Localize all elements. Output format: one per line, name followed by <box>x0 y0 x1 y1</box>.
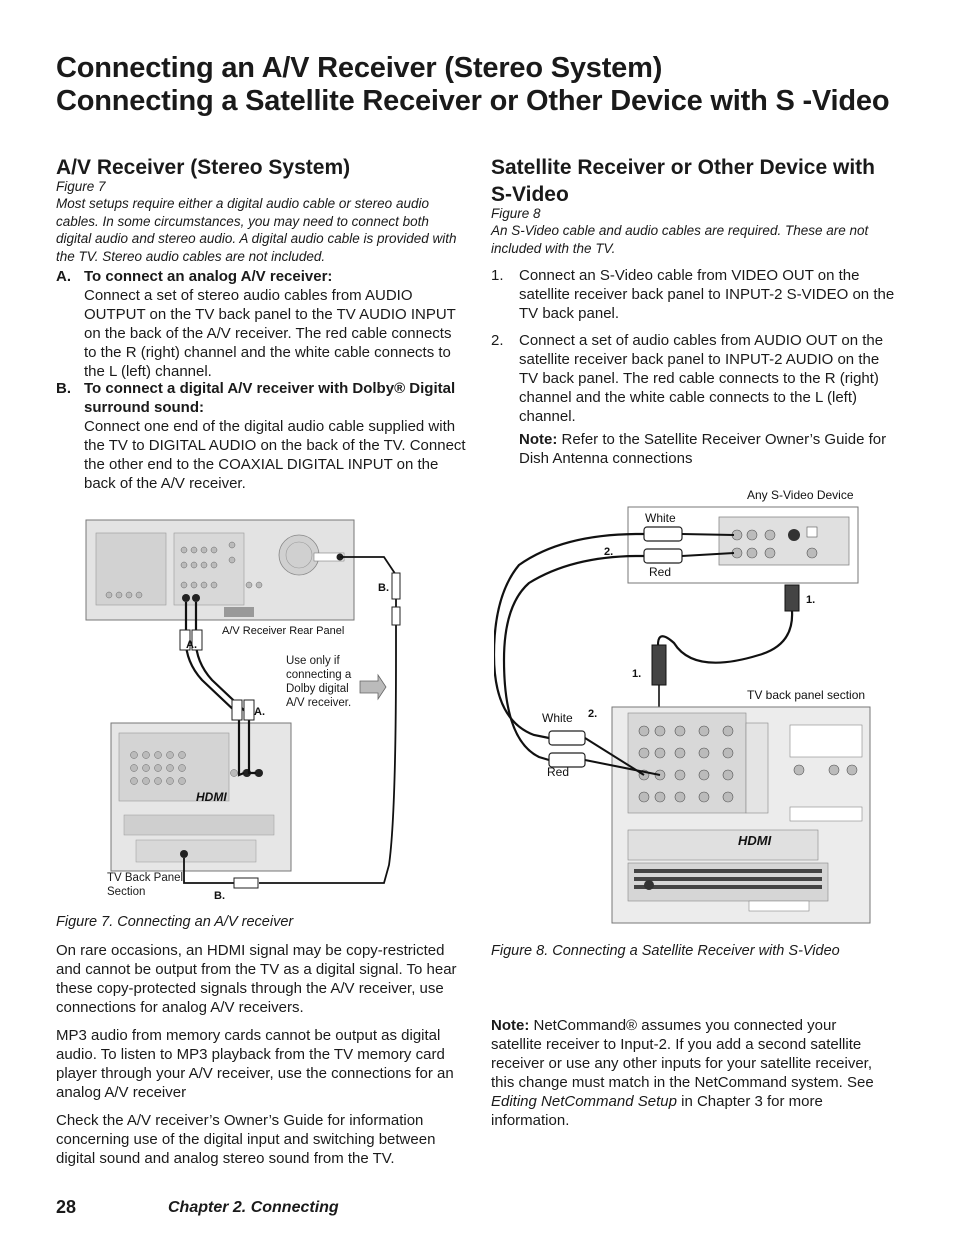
av-receiver-label: A/V Receiver Rear Panel <box>222 625 345 637</box>
right-heading-line-2: S-Video <box>491 183 569 206</box>
netcommand-note <box>491 1016 891 1130</box>
s-video-plug-bottom <box>652 645 666 685</box>
note-text: Refer to the Satellite Receiver Owner’s Guide for Dish Antenna connections <box>519 431 887 467</box>
step-2-marker-top: 2. <box>604 546 614 558</box>
figure-8-caption: Figure 8. Connecting a Satellite Receiver with S-Video <box>491 943 840 959</box>
right-section-heading <box>491 154 931 208</box>
netcommand-note-label: Note: <box>491 1017 530 1034</box>
list-item-b <box>56 379 466 493</box>
list-item-label: A. <box>56 268 71 285</box>
av-receiver-rear-panel <box>86 520 354 620</box>
page-number: 28 <box>56 1197 77 1217</box>
list-item-title: To connect an analog A/V receiver: <box>84 268 333 285</box>
netcommand-note-text: NetCommand® assumes you connected your satellite receiver to Input-2. If you add a second satellite receiver or use any other inputs for your satellite receiver, this change must match in the NetCommand system. See <box>491 1017 874 1091</box>
white-label-bottom: White <box>542 711 573 725</box>
s-video-cable <box>658 611 792 663</box>
red-label-top: Red <box>649 565 672 579</box>
note-label: Note: <box>519 431 558 448</box>
marker-a-top: A. <box>186 639 197 651</box>
paragraph-hdmi: On rare occasions, an HDMI signal may be copy-restricted and cannot be output from the TV as a digital signal. To hear these copy-protected signals through the A/V receiver, use connections for analog A/V receivers. <box>56 942 457 1016</box>
chapter-label: Chapter 2. Connecting <box>168 1199 339 1216</box>
figure-7-note: Most setups require either a digital audio cable or stereo audio cables. In some circumstances, you may need to connect both digital audio and stereo audio. A digital audio cable is provided with the TV. Stereo audio cables are not included. <box>56 196 457 264</box>
step-note <box>519 430 901 468</box>
list-item-a <box>56 267 466 381</box>
tv-back-panel-label: TV Back Panel Section <box>107 872 184 898</box>
marker-b-bottom: B. <box>214 890 225 902</box>
paragraph-mp3: MP3 audio from memory cards cannot be output as digital audio. To listen to MP3 playback from the TV memory card player through your A/V receiver, use the connections for an analog A/V receiver <box>56 1027 454 1101</box>
step-1-marker-bottom: 1. <box>632 668 642 680</box>
step-2-marker-bottom: 2. <box>588 708 598 720</box>
list-item-label: B. <box>56 380 71 397</box>
figure-7-label: Figure 7 <box>56 179 106 194</box>
step-1-marker-top: 1. <box>806 594 816 606</box>
dolby-note: Use only if connecting a Dolby digital A/V receiver. <box>286 655 352 709</box>
right-heading-line-1: Satellite Receiver or Other Device with <box>491 156 875 179</box>
white-label-top: White <box>645 511 676 525</box>
device-label: Any S-Video Device <box>747 488 854 502</box>
figure-7-diagram <box>84 515 414 905</box>
figure-8-note: An S-Video cable and audio cables are required. These are not included with the TV. <box>491 223 869 256</box>
step-text: Connect an S-Video cable from VIDEO OUT on the satellite receiver back panel to INPUT-2 S-VIDEO on the TV back panel. <box>519 267 895 322</box>
left-section-heading: A/V Receiver (Stereo System) <box>56 156 351 179</box>
netcommand-note-link-text: Editing NetCommand Setup <box>491 1093 677 1110</box>
netcommand-note-tail: in Chapter 3 for more information. <box>491 1093 823 1129</box>
figure-8-diagram <box>494 485 930 925</box>
marker-a-bottom: A. <box>254 706 265 718</box>
tv-back-panel <box>612 707 870 923</box>
list-item-text: Connect a set of stereo audio cables from AUDIO OUTPUT on the TV back panel to the TV AUDIO INPUT on the back of the A/V receiver. The red cable connects to the R (right) channel and the white cable connects to the L (left) channel. <box>84 287 456 380</box>
step-text: Connect a set of audio cables from AUDIO OUT on the satellite receiver back panel to INPUT-2 AUDIO on the TV back panel. The red cable connects to the R (right) channel and the white cable connects to the L (left) channel. <box>519 332 884 425</box>
step-number: 1. <box>491 267 504 284</box>
marker-b-top: B. <box>378 582 389 594</box>
page-title-line-2: Connecting a Satellite Receiver or Other Device with S -Video <box>56 85 890 117</box>
figure-8-label: Figure 8 <box>491 206 541 221</box>
hdmi-logo: HDMI <box>196 790 227 804</box>
step-number: 2. <box>491 332 504 349</box>
figure-7-caption: Figure 7. Connecting an A/V receiver <box>56 914 294 930</box>
tv-panel-label: TV back panel section <box>747 688 866 702</box>
page-title-line-1: Connecting an A/V Receiver (Stereo System) <box>56 52 663 84</box>
list-item-title: To connect a digital A/V receiver with Dolby® Digital surround sound: <box>84 380 456 416</box>
hdmi-logo: HDMI <box>738 833 772 848</box>
list-item-text: Connect one end of the digital audio cable supplied with the TV to DIGITAL AUDIO on the back of the TV. Connect the other end to the COAXIAL DIGITAL INPUT on the back of the A/V receiver. <box>84 418 466 492</box>
s-video-plug-top <box>785 585 799 611</box>
red-label-bottom: Red <box>547 765 570 779</box>
paragraph-owners-guide: Check the A/V receiver’s Owner’s Guide for information concerning use of the digital input and switching between digital sound and analog stereo sound from the TV. <box>56 1112 436 1167</box>
step-2 <box>491 331 901 426</box>
step-1 <box>491 266 901 323</box>
page-title <box>56 52 936 118</box>
